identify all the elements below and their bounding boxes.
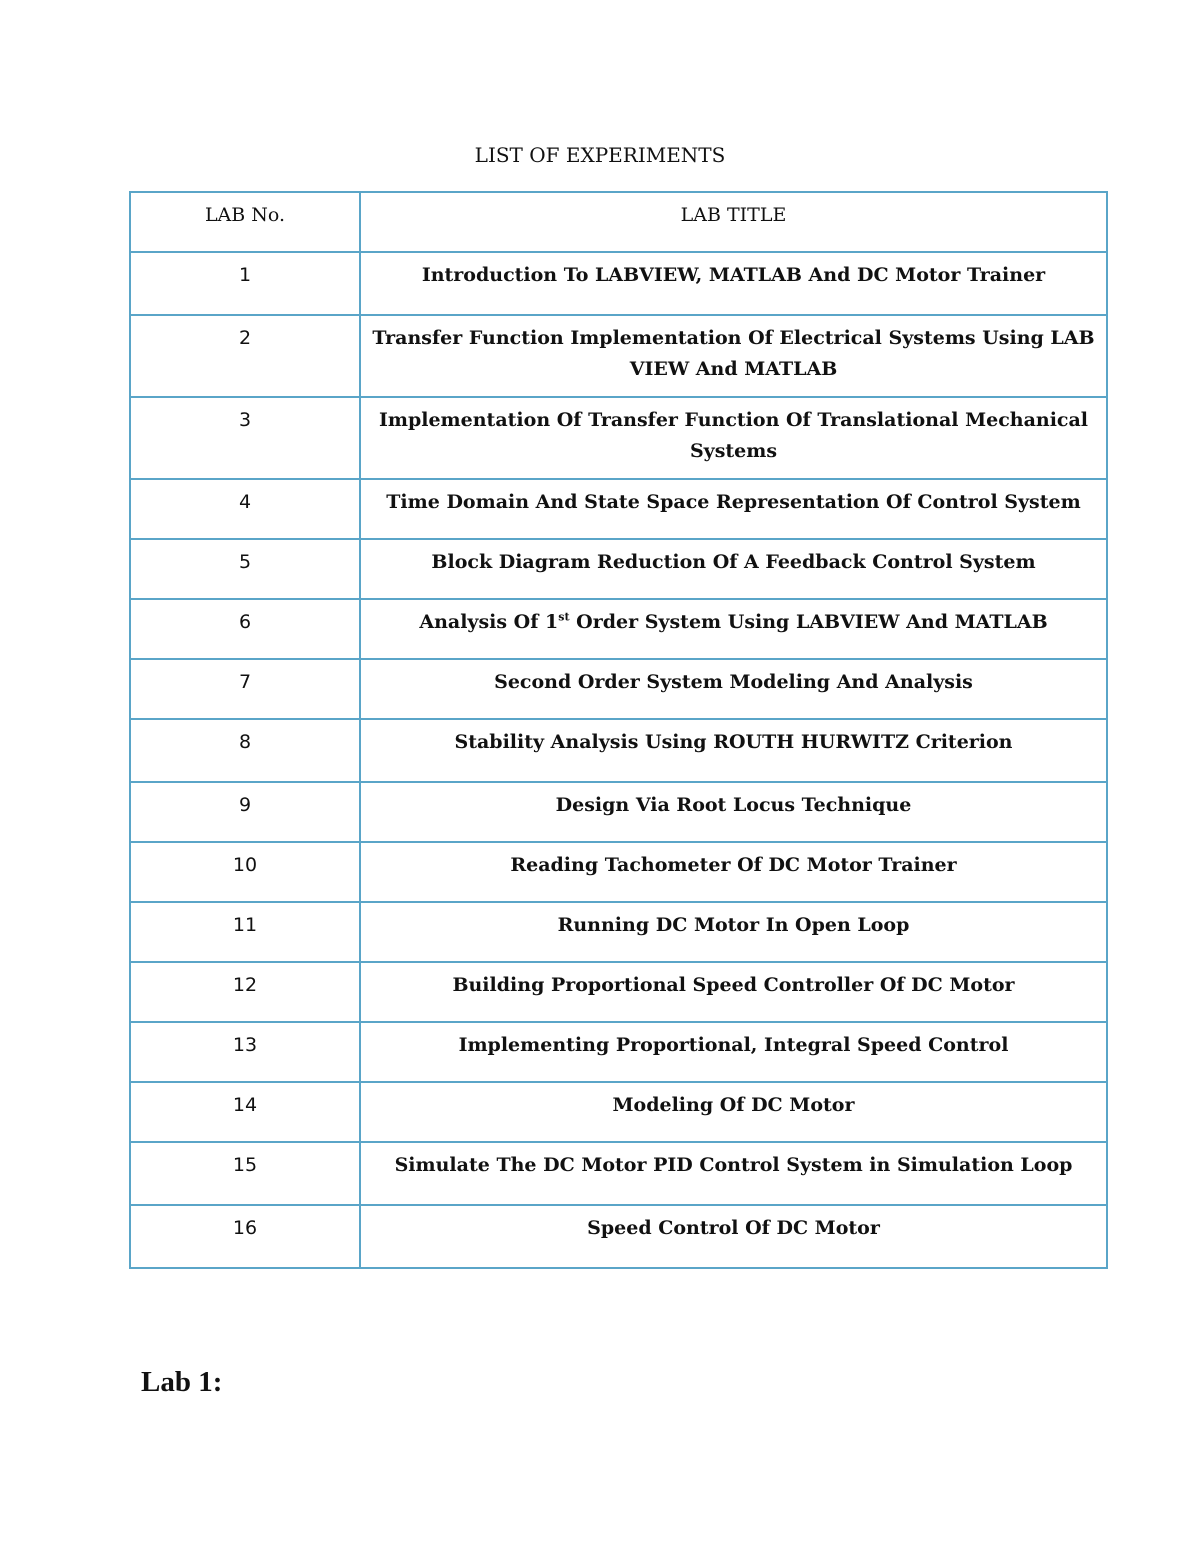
section-heading: Lab 1:	[141, 1366, 223, 1398]
lab-title: Design Via Root Locus Technique	[360, 782, 1107, 842]
table-row	[130, 902, 1107, 962]
lab-title: Modeling Of DC Motor	[360, 1082, 1107, 1142]
lab-number: 6	[130, 599, 360, 659]
lab-title-part: Analysis Of 1	[419, 611, 559, 633]
lab-number: 16	[130, 1205, 360, 1268]
header-lab-no: LAB No.	[130, 192, 360, 252]
ordinal-superscript: st	[558, 610, 570, 624]
lab-title: Time Domain And State Space Representation Of Control System	[360, 479, 1107, 539]
lab-number: 4	[130, 479, 360, 539]
table-row	[130, 539, 1107, 599]
lab-title: Stability Analysis Using ROUTH HURWITZ Criterion	[360, 719, 1107, 782]
lab-title-part: Order System Using LABVIEW And MATLAB	[569, 611, 1048, 633]
table-row	[130, 252, 1107, 315]
lab-number: 2	[130, 315, 360, 397]
table-row	[130, 315, 1107, 397]
lab-number: 5	[130, 539, 360, 599]
table-row	[130, 719, 1107, 782]
experiments-table	[129, 191, 1108, 1269]
lab-number: 15	[130, 1142, 360, 1205]
table-row	[130, 962, 1107, 1022]
lab-number: 9	[130, 782, 360, 842]
lab-title: Speed Control Of DC Motor	[360, 1205, 1107, 1268]
lab-number: 13	[130, 1022, 360, 1082]
table-row	[130, 1082, 1107, 1142]
lab-title: Transfer Function Implementation Of Electrical Systems Using LAB VIEW And MATLAB	[360, 315, 1107, 397]
table-row	[130, 397, 1107, 479]
lab-title: Implementation Of Transfer Function Of Translational Mechanical Systems	[360, 397, 1107, 479]
page-title: LIST OF EXPERIMENTS	[474, 143, 726, 167]
lab-title: Building Proportional Speed Controller Of DC Motor	[360, 962, 1107, 1022]
table-row	[130, 782, 1107, 842]
lab-title: Simulate The DC Motor PID Control System in Simulation Loop	[360, 1142, 1107, 1205]
lab-number: 7	[130, 659, 360, 719]
table-row	[130, 479, 1107, 539]
lab-title	[360, 599, 1107, 659]
lab-title: Reading Tachometer Of DC Motor Trainer	[360, 842, 1107, 902]
lab-number: 14	[130, 1082, 360, 1142]
table-row	[130, 1205, 1107, 1268]
lab-title: Introduction To LABVIEW, MATLAB And DC Motor Trainer	[360, 252, 1107, 315]
table-row	[130, 842, 1107, 902]
table-row	[130, 1142, 1107, 1205]
lab-number: 1	[130, 252, 360, 315]
table-header-row	[130, 192, 1107, 252]
lab-title: Running DC Motor In Open Loop	[360, 902, 1107, 962]
header-lab-title: LAB TITLE	[360, 192, 1107, 252]
lab-number: 3	[130, 397, 360, 479]
lab-title: Implementing Proportional, Integral Speed Control	[360, 1022, 1107, 1082]
lab-number: 11	[130, 902, 360, 962]
lab-number: 10	[130, 842, 360, 902]
table-row	[130, 599, 1107, 659]
lab-number: 12	[130, 962, 360, 1022]
table-row	[130, 659, 1107, 719]
lab-title: Second Order System Modeling And Analysis	[360, 659, 1107, 719]
lab-title: Block Diagram Reduction Of A Feedback Control System	[360, 539, 1107, 599]
table-row	[130, 1022, 1107, 1082]
lab-number: 8	[130, 719, 360, 782]
